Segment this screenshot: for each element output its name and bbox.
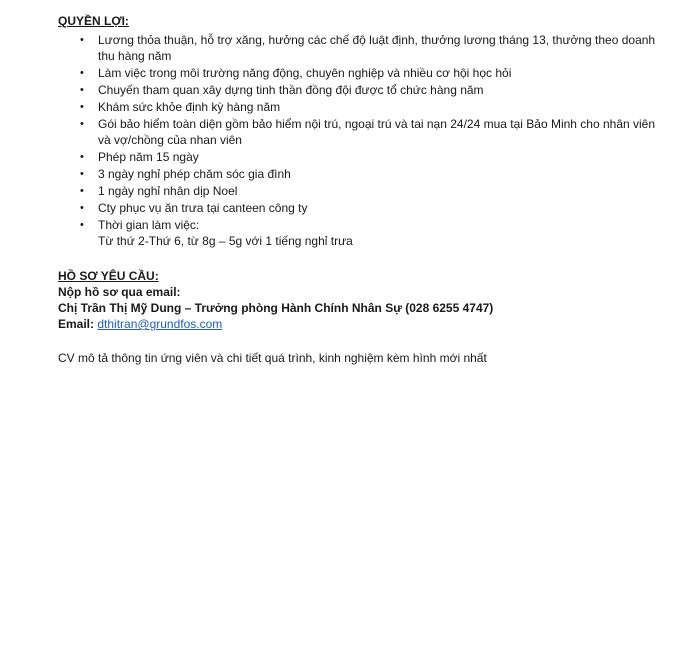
application-heading: HỒ SƠ YÊU CẦU: (58, 269, 159, 283)
list-item-text: Thời gian làm việc: (98, 218, 200, 232)
bullet-icon: • (80, 219, 84, 231)
list-item-text: Gói bảo hiểm toàn diện gồm bảo hiểm nội trú, ngoại trú và tai nạn 24/24 mua tại Bảo Minh cho nhân viên và vợ/chồng của nhan viên (98, 117, 656, 147)
list-item (58, 82, 668, 98)
list-item (58, 65, 668, 81)
bullet-icon: • (80, 118, 84, 130)
list-item-text: 1 ngày nghỉ nhân dịp Noel (98, 184, 238, 198)
list-item-text: Khám sức khỏe định kỳ hàng năm (98, 100, 281, 114)
list-item-text: Lương thỏa thuận, hỗ trợ xăng, hưởng các chế độ luật định, thưởng lương tháng 13, thưởng theo doanh thu hàng năm (98, 33, 656, 63)
list-item (58, 217, 668, 249)
bullet-icon: • (80, 151, 84, 163)
bullet-icon: • (80, 185, 84, 197)
list-item-text: 3 ngày nghỉ phép chăm sóc gia đình (98, 167, 291, 181)
bullet-icon: • (80, 84, 84, 96)
working-hours-text: Từ thứ 2-Thứ 6, từ 8g – 5g với 1 tiếng nghỉ trưa (98, 234, 353, 248)
list-item-text: Làm việc trong môi trường năng động, chuyên nghiệp và nhiều cơ hội học hỏi (98, 66, 512, 80)
list-item (58, 200, 668, 216)
list-item (58, 99, 668, 115)
list-item-text: Phép năm 15 ngày (98, 150, 199, 164)
contact-person: Chị Trần Thị Mỹ Dung – Trưởng phòng Hành Chính Nhân Sự (028 6255 4747) (58, 301, 494, 315)
bullet-icon: • (80, 67, 84, 79)
list-item (58, 116, 668, 148)
cv-note: CV mô tả thông tin ứng viên và chi tiết quá trình, kinh nghiệm kèm hình mới nhất (58, 351, 487, 365)
bullet-icon: • (80, 34, 84, 46)
list-item (58, 166, 668, 182)
list-item (58, 32, 668, 64)
list-item-text: Chuyến tham quan xây dựng tinh thần đồng đội được tổ chức hàng năm (98, 83, 484, 97)
list-item (58, 183, 668, 199)
benefits-heading: QUYỀN LỢI: (58, 14, 129, 28)
email-line (58, 316, 668, 332)
benefits-list (58, 32, 668, 249)
list-item-text: Cty phục vụ ăn trưa tại canteen công ty (98, 201, 308, 215)
bullet-icon: • (80, 168, 84, 180)
submit-instruction: Nộp hồ sơ qua email: (58, 285, 181, 299)
document-page (58, 13, 668, 366)
bullet-icon: • (80, 202, 84, 214)
email-label: Email: (58, 317, 98, 331)
email-link[interactable]: dthitran@grundfos.com (97, 317, 223, 331)
list-item (58, 149, 668, 165)
bullet-icon: • (80, 101, 84, 113)
